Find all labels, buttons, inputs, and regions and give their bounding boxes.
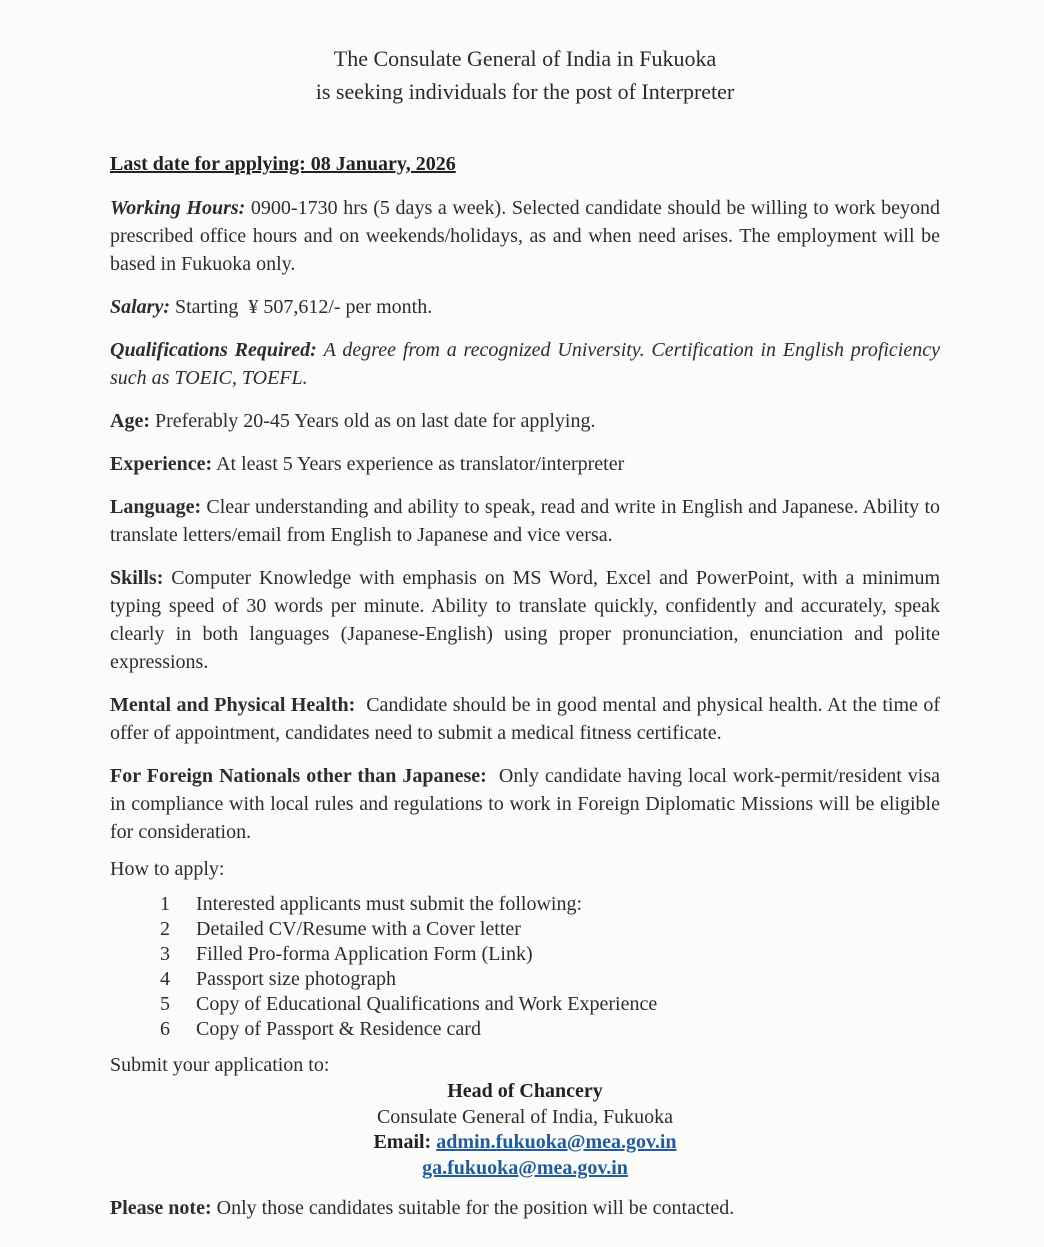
qualifications-text: A degree from a recognized University. Certification in English proficiency such as TOEIC, TOEFL. — [110, 339, 940, 389]
health-section — [110, 691, 940, 747]
footer-note — [110, 1194, 940, 1222]
foreign-nationals-section — [110, 762, 940, 846]
how-to-apply-heading: How to apply: — [110, 858, 225, 880]
list-item — [160, 967, 940, 992]
health-text: Candidate should be in good mental and physical health. At the time of offer of appointment, candidates need to submit a medical fitness certificate. — [110, 694, 941, 744]
age-label: Age: — [110, 410, 150, 432]
list-item — [160, 992, 940, 1017]
working-hours-section — [110, 194, 940, 278]
email-label: Email: — [373, 1131, 432, 1153]
list-item — [160, 917, 940, 942]
list-item-text: Copy of Educational Qualifications and Work Experience — [196, 993, 658, 1015]
salary-text: Starting ¥ 507,612/- per month. — [175, 296, 433, 318]
document-title-line2: is seeking individuals for the post of Interpreter — [315, 79, 735, 104]
health-label: Mental and Physical Health: — [110, 694, 356, 716]
skills-section — [110, 564, 940, 676]
apply-requirements-list — [160, 892, 940, 1042]
list-item-number: 6 — [160, 1018, 170, 1040]
list-item-text: Interested applicants must submit the following: — [196, 893, 583, 915]
skills-text: Computer Knowledge with emphasis on MS Word, Excel and PowerPoint, with a minimum typing speed of 30 words per minute. Ability to translate quickly, confidently and accurately, speak clearly in both languages (Japanese-English) using proper pronunciation, enunciation and polite expressions. — [110, 567, 941, 673]
working-hours-text: 0900-1730 hrs (5 days a week). Selected candidate should be willing to work beyond prescribed office hours and on weekends/holidays, as and when need arises. The employment will be based in Fukuoka only. — [110, 197, 940, 275]
salary-label: Salary: — [110, 296, 170, 318]
submission-address-block — [110, 1079, 940, 1181]
age-section — [110, 407, 940, 435]
list-item-number: 4 — [160, 968, 170, 990]
foreign-nationals-text: Only candidate having local work-permit/resident visa in compliance with local rules and regulations to work in Foreign Diplomatic Missions will be eligible for consideration. — [110, 765, 941, 843]
submit-intro: Submit your application to: — [110, 1054, 330, 1076]
list-item — [160, 892, 940, 917]
skills-label: Skills: — [110, 567, 164, 589]
deadline-heading: Last date for applying: 08 January, 2026 — [110, 153, 456, 175]
email-line-primary — [110, 1130, 940, 1156]
qualifications-label: Qualifications Required: — [110, 339, 317, 361]
list-item-number: 3 — [160, 943, 170, 965]
age-text: Preferably 20-45 Years old as on last date for applying. — [154, 410, 596, 432]
experience-text: At least 5 Years experience as translator/interpreter — [216, 453, 625, 475]
document-title-line1: The Consulate General of India in Fukuoka — [333, 46, 717, 71]
list-item — [160, 942, 940, 967]
experience-section — [110, 450, 940, 478]
foreign-nationals-label: For Foreign Nationals other than Japanese: — [110, 765, 487, 787]
list-item — [160, 1017, 940, 1042]
footer-note-label: Please note: — [110, 1197, 212, 1219]
salary-section — [110, 293, 940, 321]
list-item-text: Detailed CV/Resume with a Cover letter — [196, 918, 521, 940]
language-section — [110, 493, 940, 549]
email-line-secondary — [110, 1156, 940, 1182]
email-link-primary[interactable]: admin.fukuoka@mea.gov.in — [436, 1131, 677, 1153]
language-label: Language: — [110, 496, 202, 518]
list-item-text: Filled Pro-forma Application Form (Link) — [196, 943, 533, 965]
list-item-number: 2 — [160, 918, 170, 940]
organization-name: Consulate General of India, Fukuoka — [376, 1105, 674, 1128]
language-text: Clear understanding and ability to speak, read and write in English and Japanese. Ability to translate letters/email from English to Japanese and vice versa. — [110, 496, 941, 546]
list-item-number: 1 — [160, 893, 170, 915]
recipient-name: Head of Chancery — [447, 1080, 603, 1102]
list-item-text: Passport size photograph — [196, 968, 396, 990]
footer-note-text: Only those candidates suitable for the position will be contacted. — [216, 1197, 735, 1219]
list-item-text: Copy of Passport & Residence card — [196, 1018, 481, 1040]
email-link-secondary[interactable]: ga.fukuoka@mea.gov.in — [422, 1156, 628, 1179]
working-hours-label: Working Hours: — [110, 197, 246, 219]
document-title — [110, 42, 940, 108]
experience-label: Experience: — [110, 453, 213, 475]
qualifications-section — [110, 336, 940, 392]
list-item-number: 5 — [160, 993, 170, 1015]
